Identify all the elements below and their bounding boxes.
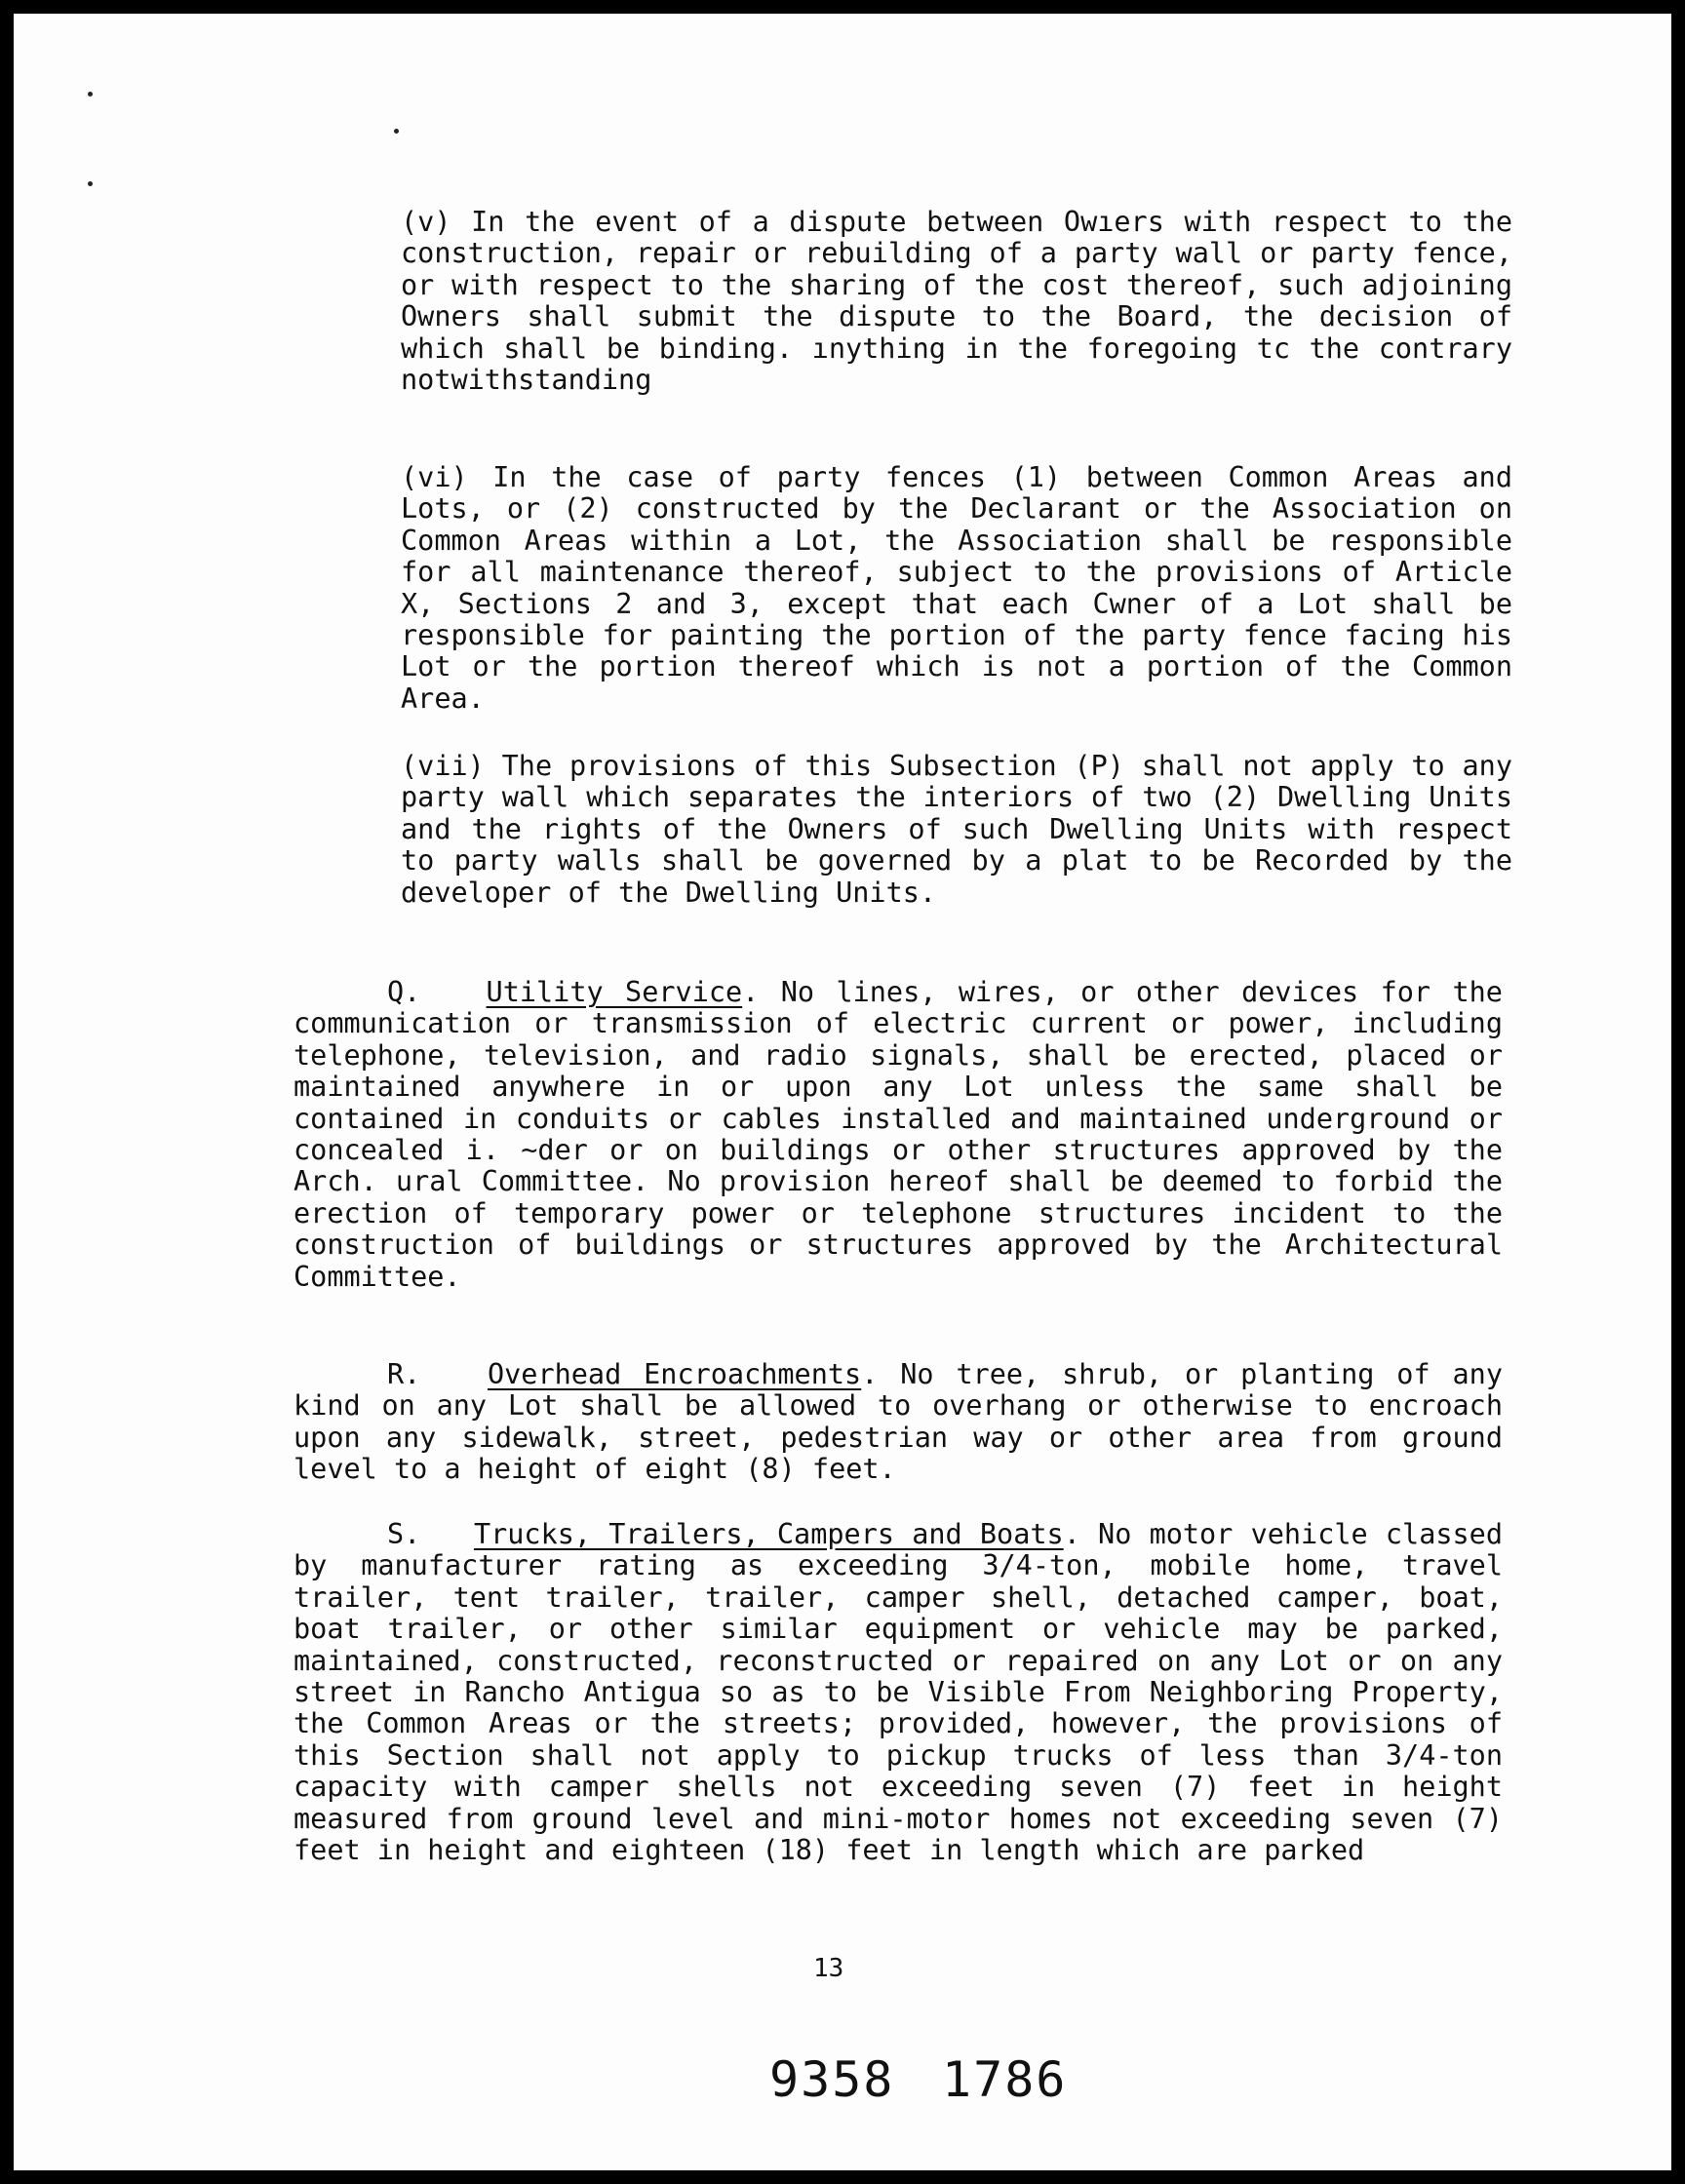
recording-stamp-right: 1786 bbox=[942, 2051, 1068, 2108]
speck bbox=[88, 92, 93, 97]
section-q-letter: Q. bbox=[387, 976, 421, 1008]
section-q bbox=[294, 977, 1503, 1293]
section-r-title: Overhead Encroachments bbox=[487, 1358, 862, 1390]
speck bbox=[88, 181, 93, 186]
section-q-title: Utility Service bbox=[486, 976, 743, 1008]
recording-stamp-left: 9358 bbox=[769, 2051, 895, 2108]
section-r-letter: R. bbox=[387, 1358, 421, 1390]
section-r-body: . No tree, shrub, or planting of any kind on any Lot shall be allowed to overhang or otherwise to encroach upon any sidewalk, street, pedestrian way or other area from ground level to a height of eight (8) feet. bbox=[294, 1358, 1503, 1486]
section-r bbox=[294, 1359, 1503, 1486]
section-q-body: . No lines, wires, or other devices for the communication or transmission of electric current or power, including telephone, television, and radio signals, shall be erected, placed or maintained anywhere in or upon any Lot unless the same shall be contained in conduits or cables installed and maintained underground or concealed i. ~der or on buildings or other structures approved by the Arch. ural Committee. No provision hereof shall be deemed to forbid the erection of temporary power or telephone structures incident to the construction of buildings or structures approved by the Architectural Committee. bbox=[294, 976, 1503, 1293]
speck bbox=[394, 129, 399, 134]
section-s-body: . No motor vehicle classed by manufacturer rating as exceeding 3/4-ton, mobile home, travel trailer, tent trailer, trailer, camper shell, detached camper, boat, boat trailer, or other similar equipment or vehicle may be parked, maintained, constructed, reconstructed or repaired on any Lot or on any street in Rancho Antigua so as to be Visible From Neighboring Property, the Common Areas or the streets; provided, however, the provisions of this Section shall not apply to pickup trucks of less than 3/4-ton capacity with camper shells not exceeding seven (7) feet in height measured from ground level and mini-motor homes not exceeding seven (7) feet in height and eighteen (18) feet in length which are parked bbox=[294, 1518, 1503, 1867]
section-s-letter: S. bbox=[387, 1518, 421, 1550]
paragraph-vi: (vi) In the case of party fences (1) between Common Areas and Lots, or (2) constructed by the Declarant or the Association on Common Areas within a Lot, the Association shall be responsible for all maintenance thereof, subject to the provisions of Article X, Sections 2 and 3, except that each Cwner of a Lot shall be responsible for painting the portion of the party fence facing his Lot or the portion thereof which is not a portion of the Common Area. bbox=[401, 461, 1512, 715]
document-page bbox=[14, 14, 1671, 2170]
paragraph-vii: (vii) The provisions of this Subsection (P) shall not apply to any party wall which separates the interiors of two (2) Dwelling Units and the rights of the Owners of such Dwelling Units with respect to party walls shall be governed by a plat to be Recorded by the developer of the Dwelling Units. bbox=[401, 750, 1512, 909]
page-number: 13 bbox=[813, 1954, 844, 1983]
section-s-title: Trucks, Trailers, Campers and Boats bbox=[473, 1518, 1064, 1550]
section-s bbox=[294, 1519, 1503, 1866]
paragraph-v: (v) In the event of a dispute between Owıers with respect to the construction, repair or rebuilding of a party wall or party fence, or with respect to the sharing of the cost thereof, such adjoining Owners shall submit the dispute to the Board, the decision of which shall be binding. ınything in the foregoing tc the contrary notwithstanding bbox=[401, 206, 1512, 397]
